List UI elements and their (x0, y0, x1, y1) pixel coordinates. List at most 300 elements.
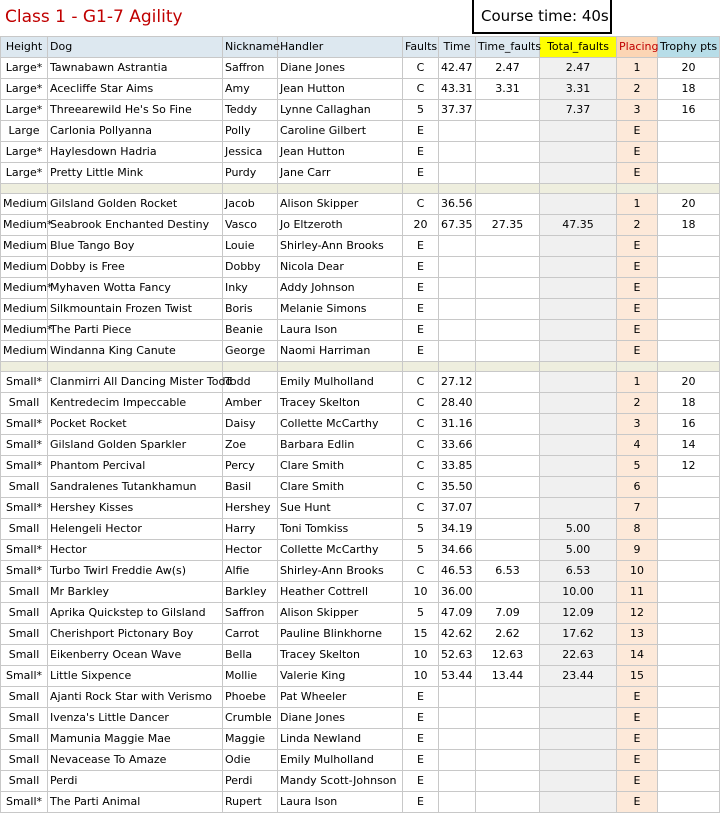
time-faults-cell: 7.09 (476, 603, 540, 624)
time-faults-cell: 12.63 (476, 645, 540, 666)
table-row (1, 561, 720, 582)
time-cell: 53.44 (439, 666, 476, 687)
handler-cell: Toni Tomkiss (278, 519, 403, 540)
dog-cell: Blue Tango Boy (48, 236, 223, 257)
height-cell: Small* (1, 456, 48, 477)
dog-cell: Windanna King Canute (48, 341, 223, 362)
dog-cell: Silkmountain Frozen Twist (48, 299, 223, 320)
faults-cell: 5 (403, 519, 439, 540)
placing-cell: 2 (617, 215, 658, 236)
dog-cell: Sandralenes Tutankhamun (48, 477, 223, 498)
table-row (1, 729, 720, 750)
separator-cell (476, 362, 540, 372)
handler-cell: Laura Ison (278, 792, 403, 813)
trophy-cell: 12 (658, 456, 720, 477)
time-cell (439, 750, 476, 771)
separator-cell (48, 362, 223, 372)
placing-cell: E (617, 142, 658, 163)
table-row (1, 215, 720, 236)
total-faults-cell (540, 435, 617, 456)
time-faults-cell: 27.35 (476, 215, 540, 236)
dog-cell: Turbo Twirl Freddie Aw(s) (48, 561, 223, 582)
time-faults-cell (476, 414, 540, 435)
faults-cell: E (403, 771, 439, 792)
placing-cell: E (617, 708, 658, 729)
handler-cell: Diane Jones (278, 58, 403, 79)
time-cell: 33.85 (439, 456, 476, 477)
time-faults-cell (476, 582, 540, 603)
time-cell: 52.63 (439, 645, 476, 666)
separator-cell (1, 362, 48, 372)
time-faults-cell (476, 498, 540, 519)
total-faults-cell (540, 299, 617, 320)
placing-cell: 7 (617, 498, 658, 519)
height-cell: Small* (1, 498, 48, 519)
height-cell: Medium* (1, 215, 48, 236)
time-cell: 67.35 (439, 215, 476, 236)
dog-cell: Tawnabawn Astrantia (48, 58, 223, 79)
time-cell (439, 163, 476, 184)
placing-cell: E (617, 792, 658, 813)
height-cell: Small* (1, 435, 48, 456)
nickname-cell: Jacob (223, 194, 278, 215)
height-cell: Medium (1, 257, 48, 278)
trophy-cell (658, 603, 720, 624)
faults-cell: C (403, 372, 439, 393)
faults-cell: E (403, 750, 439, 771)
nickname-cell: Bella (223, 645, 278, 666)
nickname-cell: Purdy (223, 163, 278, 184)
height-cell: Small* (1, 666, 48, 687)
trophy-cell (658, 477, 720, 498)
time-faults-cell (476, 372, 540, 393)
height-cell: Small (1, 603, 48, 624)
nickname-cell: George (223, 341, 278, 362)
placing-cell: E (617, 278, 658, 299)
placing-cell: 8 (617, 519, 658, 540)
time-faults-cell (476, 729, 540, 750)
total-faults-cell (540, 142, 617, 163)
time-faults-cell (476, 477, 540, 498)
handler-cell: Diane Jones (278, 708, 403, 729)
time-cell: 33.66 (439, 435, 476, 456)
dog-cell: Cherishport Pictonary Boy (48, 624, 223, 645)
height-cell: Large* (1, 142, 48, 163)
col-faults-header: Faults (403, 37, 439, 58)
dog-cell: Nevacease To Amaze (48, 750, 223, 771)
handler-cell: Clare Smith (278, 477, 403, 498)
trophy-cell (658, 645, 720, 666)
separator-cell (403, 184, 439, 194)
placing-cell: 3 (617, 414, 658, 435)
nickname-cell: Todd (223, 372, 278, 393)
total-faults-cell (540, 341, 617, 362)
nickname-cell: Amy (223, 79, 278, 100)
time-cell: 42.47 (439, 58, 476, 79)
height-cell: Medium (1, 236, 48, 257)
table-row (1, 540, 720, 561)
placing-cell: E (617, 299, 658, 320)
table-row (1, 372, 720, 393)
nickname-cell: Saffron (223, 603, 278, 624)
faults-cell: E (403, 299, 439, 320)
handler-cell: Laura Ison (278, 320, 403, 341)
total-faults-cell (540, 792, 617, 813)
time-cell (439, 729, 476, 750)
dog-cell: Myhaven Wotta Fancy (48, 278, 223, 299)
placing-cell: 15 (617, 666, 658, 687)
handler-cell: Shirley-Ann Brooks (278, 561, 403, 582)
trophy-cell (658, 498, 720, 519)
handler-cell: Lynne Callaghan (278, 100, 403, 121)
height-cell: Small (1, 708, 48, 729)
time-faults-cell (476, 163, 540, 184)
faults-cell: C (403, 498, 439, 519)
height-cell: Medium (1, 194, 48, 215)
time-cell (439, 236, 476, 257)
time-cell (439, 278, 476, 299)
time-faults-cell (476, 792, 540, 813)
total-faults-cell: 5.00 (540, 540, 617, 561)
placing-cell: E (617, 257, 658, 278)
placing-cell: 1 (617, 194, 658, 215)
results-table (0, 36, 720, 813)
total-faults-cell (540, 163, 617, 184)
handler-cell: Jean Hutton (278, 79, 403, 100)
time-faults-cell (476, 100, 540, 121)
nickname-cell: Beanie (223, 320, 278, 341)
time-faults-cell: 3.31 (476, 79, 540, 100)
time-faults-cell (476, 299, 540, 320)
handler-cell: Shirley-Ann Brooks (278, 236, 403, 257)
dog-cell: Helengeli Hector (48, 519, 223, 540)
total-faults-cell (540, 372, 617, 393)
nickname-cell: Percy (223, 456, 278, 477)
height-cell: Small* (1, 540, 48, 561)
handler-cell: Emily Mulholland (278, 750, 403, 771)
time-cell (439, 687, 476, 708)
handler-cell: Tracey Skelton (278, 645, 403, 666)
table-row (1, 414, 720, 435)
separator-cell (540, 362, 617, 372)
course-time-box (472, 0, 612, 34)
total-faults-cell: 17.62 (540, 624, 617, 645)
time-cell: 35.50 (439, 477, 476, 498)
trophy-cell (658, 142, 720, 163)
dog-cell: The Parti Piece (48, 320, 223, 341)
dog-cell: Gilsland Golden Rocket (48, 194, 223, 215)
table-row (1, 498, 720, 519)
height-cell: Large* (1, 58, 48, 79)
table-row (1, 278, 720, 299)
placing-cell: 5 (617, 456, 658, 477)
total-faults-cell: 5.00 (540, 519, 617, 540)
nickname-cell: Dobby (223, 257, 278, 278)
handler-cell: Linda Newland (278, 729, 403, 750)
height-cell: Small (1, 519, 48, 540)
faults-cell: C (403, 414, 439, 435)
time-faults-cell: 2.62 (476, 624, 540, 645)
dog-cell: Eikenberry Ocean Wave (48, 645, 223, 666)
time-cell (439, 708, 476, 729)
table-row (1, 792, 720, 813)
dog-cell: Kentredecim Impeccable (48, 393, 223, 414)
trophy-cell (658, 582, 720, 603)
table-row (1, 320, 720, 341)
table-row (1, 687, 720, 708)
dog-cell: Pretty Little Mink (48, 163, 223, 184)
table-row (1, 624, 720, 645)
dog-cell: Threearewild He's So Fine (48, 100, 223, 121)
faults-cell: C (403, 477, 439, 498)
separator-cell (658, 362, 720, 372)
table-row (1, 194, 720, 215)
dog-cell: Clanmirri All Dancing Mister Todd (48, 372, 223, 393)
trophy-cell: 18 (658, 79, 720, 100)
handler-cell: Naomi Harriman (278, 341, 403, 362)
handler-cell: Emily Mulholland (278, 372, 403, 393)
table-row (1, 519, 720, 540)
dog-cell: Mamunia Maggie Mae (48, 729, 223, 750)
placing-cell: E (617, 687, 658, 708)
faults-cell: E (403, 257, 439, 278)
total-faults-cell (540, 708, 617, 729)
time-faults-cell (476, 435, 540, 456)
total-faults-cell: 10.00 (540, 582, 617, 603)
nickname-cell: Hector (223, 540, 278, 561)
height-cell: Small (1, 582, 48, 603)
height-cell: Small* (1, 561, 48, 582)
nickname-cell: Louie (223, 236, 278, 257)
handler-cell: Sue Hunt (278, 498, 403, 519)
table-row (1, 456, 720, 477)
height-cell: Large* (1, 163, 48, 184)
time-cell: 28.40 (439, 393, 476, 414)
separator-cell (278, 362, 403, 372)
time-cell: 42.62 (439, 624, 476, 645)
dog-cell: Carlonia Pollyanna (48, 121, 223, 142)
separator-cell (439, 362, 476, 372)
separator-cell (439, 184, 476, 194)
total-faults-cell (540, 393, 617, 414)
nickname-cell: Rupert (223, 792, 278, 813)
total-faults-cell: 6.53 (540, 561, 617, 582)
nickname-cell: Crumble (223, 708, 278, 729)
separator-cell (223, 184, 278, 194)
time-faults-cell (476, 278, 540, 299)
trophy-cell: 20 (658, 372, 720, 393)
table-row (1, 100, 720, 121)
nickname-cell: Maggie (223, 729, 278, 750)
total-faults-cell (540, 320, 617, 341)
nickname-cell: Zoe (223, 435, 278, 456)
col-time-faults-header: Time_faults (476, 37, 540, 58)
table-row (1, 393, 720, 414)
placing-cell: E (617, 750, 658, 771)
table-row (1, 341, 720, 362)
time-faults-cell (476, 257, 540, 278)
dog-cell: Hector (48, 540, 223, 561)
time-cell (439, 341, 476, 362)
total-faults-cell: 22.63 (540, 645, 617, 666)
nickname-cell: Odie (223, 750, 278, 771)
separator-cell (48, 184, 223, 194)
placing-cell: 6 (617, 477, 658, 498)
table-row (1, 163, 720, 184)
separator-cell (476, 184, 540, 194)
handler-cell: Melanie Simons (278, 299, 403, 320)
table-row (1, 771, 720, 792)
placing-cell: E (617, 771, 658, 792)
time-faults-cell (476, 320, 540, 341)
faults-cell: 10 (403, 666, 439, 687)
trophy-cell (658, 561, 720, 582)
time-cell (439, 299, 476, 320)
nickname-cell: Alfie (223, 561, 278, 582)
time-cell: 37.07 (439, 498, 476, 519)
handler-cell: Heather Cottrell (278, 582, 403, 603)
height-cell: Small (1, 624, 48, 645)
time-cell: 34.19 (439, 519, 476, 540)
placing-cell: 13 (617, 624, 658, 645)
placing-cell: 3 (617, 100, 658, 121)
handler-cell: Pauline Blinkhorne (278, 624, 403, 645)
faults-cell: E (403, 341, 439, 362)
trophy-cell (658, 278, 720, 299)
dog-cell: Perdi (48, 771, 223, 792)
separator-cell (617, 362, 658, 372)
table-row (1, 142, 720, 163)
dog-cell: Acecliffe Star Aims (48, 79, 223, 100)
trophy-cell (658, 771, 720, 792)
nickname-cell: Harry (223, 519, 278, 540)
placing-cell: 14 (617, 645, 658, 666)
time-faults-cell (476, 393, 540, 414)
table-row (1, 603, 720, 624)
dog-cell: Phantom Percival (48, 456, 223, 477)
placing-cell: E (617, 341, 658, 362)
placing-cell: 10 (617, 561, 658, 582)
placing-cell: 9 (617, 540, 658, 561)
nickname-cell: Mollie (223, 666, 278, 687)
table-row (1, 708, 720, 729)
placing-cell: 1 (617, 58, 658, 79)
trophy-cell: 16 (658, 414, 720, 435)
trophy-cell (658, 320, 720, 341)
nickname-cell: Hershey (223, 498, 278, 519)
dog-cell: Pocket Rocket (48, 414, 223, 435)
time-cell: 46.53 (439, 561, 476, 582)
nickname-cell: Jessica (223, 142, 278, 163)
header-row (1, 37, 720, 58)
separator-cell (223, 362, 278, 372)
time-cell (439, 320, 476, 341)
trophy-cell (658, 666, 720, 687)
faults-cell: 15 (403, 624, 439, 645)
time-cell: 34.66 (439, 540, 476, 561)
handler-cell: Pat Wheeler (278, 687, 403, 708)
table-row (1, 645, 720, 666)
trophy-cell: 16 (658, 100, 720, 121)
total-faults-cell (540, 236, 617, 257)
time-faults-cell (476, 194, 540, 215)
table-row (1, 435, 720, 456)
faults-cell: E (403, 121, 439, 142)
nickname-cell: Basil (223, 477, 278, 498)
placing-cell: 2 (617, 393, 658, 414)
col-height-header: Height (1, 37, 48, 58)
separator-cell (540, 184, 617, 194)
faults-cell: 10 (403, 582, 439, 603)
time-cell (439, 121, 476, 142)
title-row (0, 0, 723, 36)
placing-cell: 4 (617, 435, 658, 456)
height-cell: Large* (1, 79, 48, 100)
separator-cell (403, 362, 439, 372)
time-faults-cell (476, 456, 540, 477)
handler-cell: Clare Smith (278, 456, 403, 477)
placing-cell: E (617, 236, 658, 257)
trophy-cell (658, 750, 720, 771)
trophy-cell: 14 (658, 435, 720, 456)
time-faults-cell (476, 540, 540, 561)
time-cell (439, 792, 476, 813)
total-faults-cell: 47.35 (540, 215, 617, 236)
table-row (1, 121, 720, 142)
handler-cell: Jane Carr (278, 163, 403, 184)
placing-cell: 2 (617, 79, 658, 100)
total-faults-cell (540, 729, 617, 750)
dog-cell: Mr Barkley (48, 582, 223, 603)
nickname-cell: Amber (223, 393, 278, 414)
total-faults-cell: 3.31 (540, 79, 617, 100)
faults-cell: 5 (403, 603, 439, 624)
col-time-header: Time (439, 37, 476, 58)
trophy-cell (658, 257, 720, 278)
table-row (1, 666, 720, 687)
total-faults-cell (540, 194, 617, 215)
height-cell: Medium (1, 299, 48, 320)
course-time: Course time: 40s (481, 7, 609, 25)
total-faults-cell (540, 771, 617, 792)
total-faults-cell: 2.47 (540, 58, 617, 79)
time-faults-cell: 6.53 (476, 561, 540, 582)
height-cell: Small* (1, 372, 48, 393)
trophy-cell (658, 687, 720, 708)
group-separator (1, 184, 720, 194)
handler-cell: Mandy Scott-Johnson (278, 771, 403, 792)
nickname-cell: Barkley (223, 582, 278, 603)
dog-cell: Haylesdown Hadria (48, 142, 223, 163)
total-faults-cell (540, 456, 617, 477)
nickname-cell: Perdi (223, 771, 278, 792)
handler-cell: Caroline Gilbert (278, 121, 403, 142)
handler-cell: Collette McCarthy (278, 540, 403, 561)
time-cell: 37.37 (439, 100, 476, 121)
trophy-cell (658, 121, 720, 142)
dog-cell: Dobby is Free (48, 257, 223, 278)
total-faults-cell (540, 750, 617, 771)
separator-cell (278, 184, 403, 194)
nickname-cell: Teddy (223, 100, 278, 121)
time-faults-cell (476, 142, 540, 163)
height-cell: Large* (1, 100, 48, 121)
placing-cell: E (617, 163, 658, 184)
height-cell: Small (1, 393, 48, 414)
trophy-cell (658, 708, 720, 729)
height-cell: Small (1, 477, 48, 498)
time-faults-cell: 13.44 (476, 666, 540, 687)
